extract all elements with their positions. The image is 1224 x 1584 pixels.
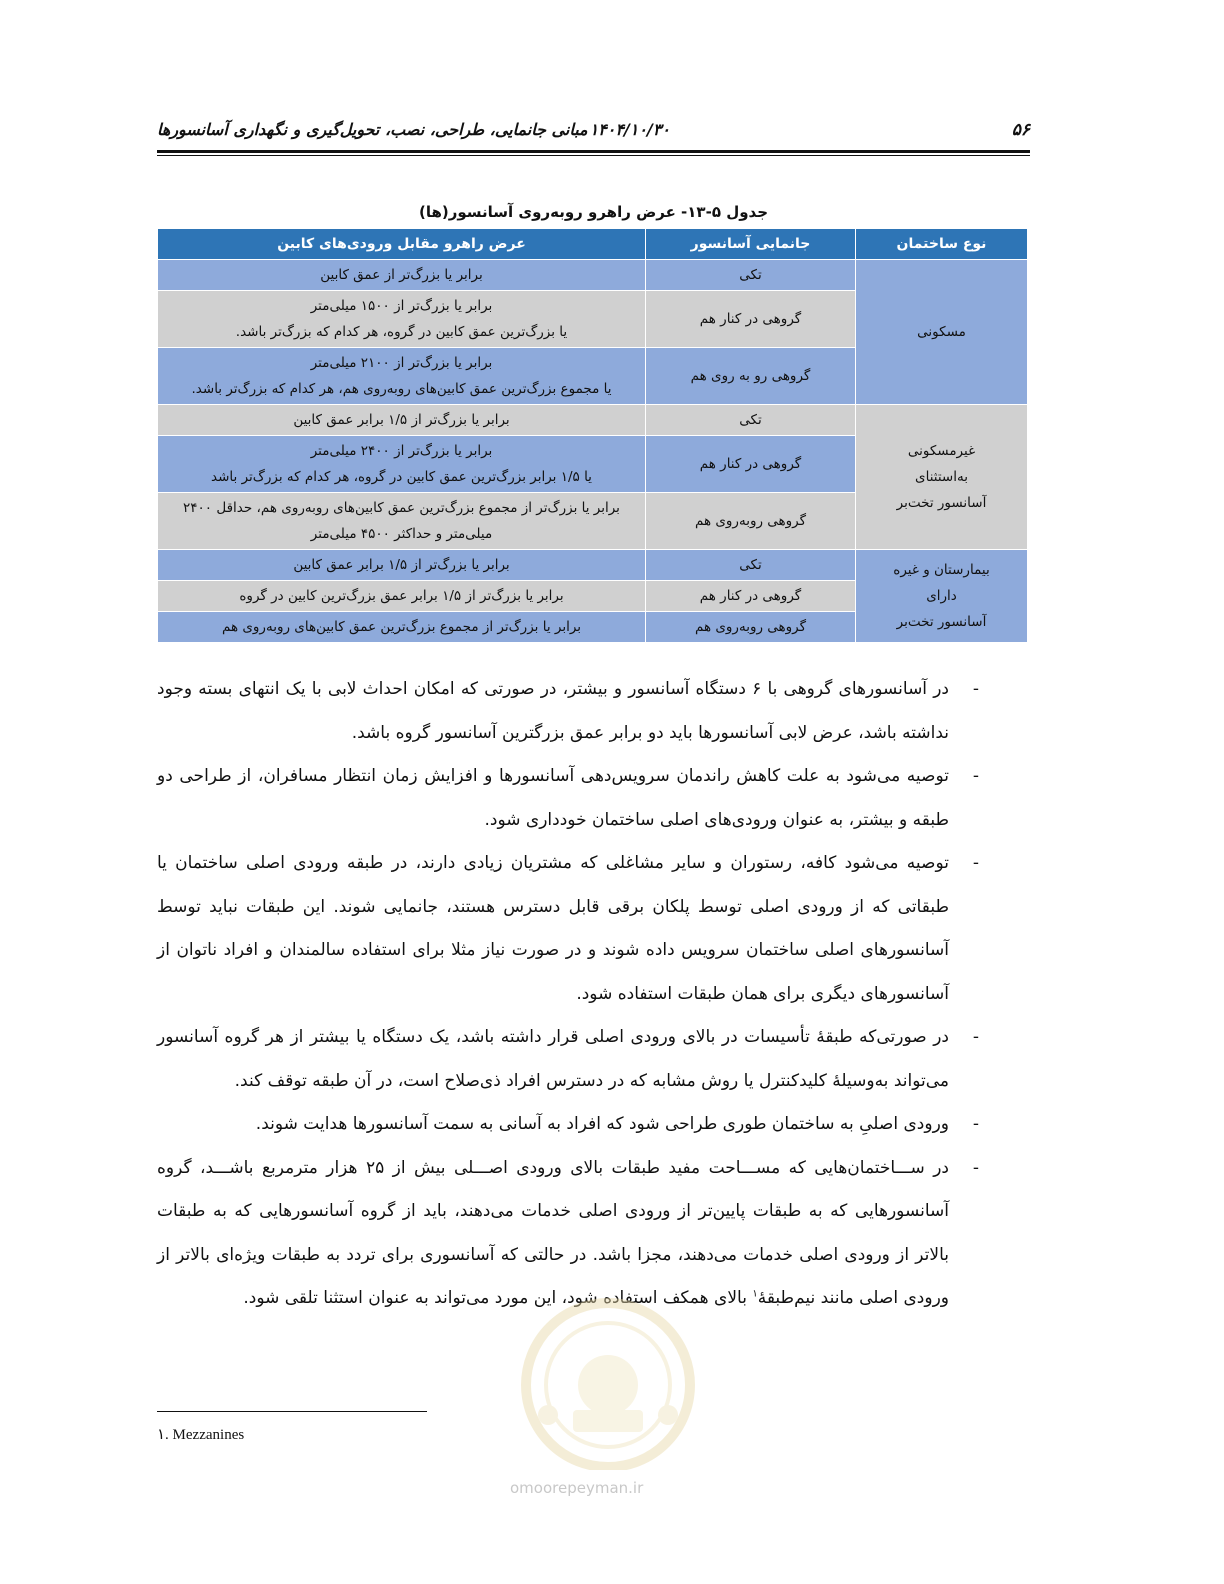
table-row (158, 550, 1028, 581)
table-header-row (158, 229, 1028, 260)
width-cell: برابر یا بزرگ‌تر از ۲۴۰۰ میلی‌متر یا ۱/۵ برابر بزرگ‌ترین عمق کابین در گروه، هر کدام که بزرگ‌تر باشد (158, 436, 646, 493)
bullet-marker: - (972, 1157, 979, 1178)
page-header (157, 120, 1030, 146)
placement-cell: گروهی روبه‌روی هم (646, 493, 856, 550)
bullet-marker: - (972, 679, 979, 699)
building-type-cell: مسکونی (856, 260, 1028, 405)
header-date: ۱۴۰۴/۱۰/۳۰ (589, 120, 670, 139)
body-text (157, 668, 979, 1321)
footnote-rule (157, 1411, 427, 1412)
placement-cell: گروهی در کنار هم (646, 291, 856, 348)
placement-cell: گروهی در کنار هم (646, 581, 856, 612)
width-cell: برابر یا بزرگ‌تر از ۱/۵ برابر عمق کابین (158, 550, 646, 581)
placement-cell: تکی (646, 550, 856, 581)
list-item: - در ســـاختمان‌هایی که مســـاحت مفید طبقات بالای ورودی اصـــلی بیش از ۲۵ هزار مترمربع باشـــد، گروه آسانسورهایی که به طبقات پایین‌تر از ورودی اصلی خدمات می‌دهند، باید از گروه آسانسورهایی که به طبقات بالاتر از ورودی اصلی خدمات می‌دهند، مجزا باشد. در حالتی که آسانسوری برای تردد به طبقات ویژه‌ای بالاتر از ورودی اصلی مانند نیم‌طبقهٔ$^۱$ بالای همکف استفاده شود، این مورد می‌تواند به عنوان استثنا تلقی شود. (157, 1147, 957, 1321)
width-cell: برابر یا بزرگ‌تر از ۱۵۰۰ میلی‌متر یا بزرگ‌ترین عمق کابین در گروه، هر کدام که بزرگ‌تر باشد. (158, 291, 646, 348)
width-cell: برابر یا بزرگ‌تر از ۱/۵ برابر عمق کابین (158, 405, 646, 436)
watermark-url: omoorepeyman.ir (510, 1479, 644, 1497)
width-cell: برابر یا بزرگ‌تر از مجموع بزرگ‌ترین عمق کابین‌های روبه‌روی هم (158, 612, 646, 643)
placement-cell: تکی (646, 405, 856, 436)
header-rule-thin (157, 155, 1030, 156)
placement-cell: تکی (646, 260, 856, 291)
footnote-ref: ۱ (752, 1288, 758, 1300)
bullet-marker: - (972, 766, 979, 786)
width-cell: برابر یا بزرگ‌تر از عمق کابین (158, 260, 646, 291)
page-number: ۵۶ (1011, 120, 1030, 140)
list-item: - در آسانسورهای گروهی با ۶ دستگاه آسانسور و بیشتر، در صورتی که امکان احداث لابی با یک انتهای بسته وجود نداشته باشد، عرض لابی آسانسورها باید دو برابر عمق بزرگترین آسانسور گروه باشد. (157, 668, 957, 755)
bullet-marker: - (972, 1114, 979, 1134)
list-item: - توصیه می‌شود به علت کاهش راندمان سرویس‌دهی آسانسورها و افزایش زمان انتظار مسافران، از طراحی دو طبقه و بیشتر، به عنوان ورودی‌های اصلی ساختمان خودداری شود. (157, 755, 957, 842)
list-item: - در صورتی‌که طبقهٔ تأسیسات در بالای ورودی اصلی قرار داشته باشد، یک دستگاه یا بیشتر از هر گروه آسانسور می‌تواند به‌وسیلهٔ کلیدکنترل یا روش مشابه که در دسترس افراد ذی‌صلاح است، در آن طبقه توقف کند. (157, 1016, 957, 1103)
header-placement: جانمایی آسانسور (646, 229, 856, 260)
book-title: مبانی جانمایی، طراحی، نصب، تحویل‌گیری و نگهداری آسانسورها (157, 120, 588, 139)
building-type-cell: غیرمسکونی به‌استثنای آسانسور تخت‌بر (856, 405, 1028, 550)
placement-cell: گروهی رو به روی هم (646, 348, 856, 405)
header-corridor-width: عرض راهرو مقابل ورودی‌های کابین (158, 229, 646, 260)
table-row (158, 260, 1028, 291)
header-rule-thick (157, 150, 1030, 153)
bullet-marker: - (972, 1027, 979, 1047)
width-cell: برابر یا بزرگ‌تر از ۲۱۰۰ میلی‌متر یا مجموع بزرگ‌ترین عمق کابین‌های روبه‌روی هم، هر کدام که بزرگ‌تر باشد. (158, 348, 646, 405)
footnote: ۱. Mezzanines (157, 1427, 245, 1443)
header-building-type: نوع ساختمان (856, 229, 1028, 260)
list-item: - توصیه می‌شود کافه، رستوران و سایر مشاغلی که مشتریان زیادی دارند، در طبقه ورودی اصلی ساختمان یا طبقاتی که از ورودی اصلی توسط پلکان برقی قابل دسترس هستند، جانمایی شوند. این طبقات نباید توسط آسانسورهای اصلی ساختمان سرویس داده شوند و در صورت نیاز مثلا برای استفاده سالمندان و افراد ناتوان از آسانسورهای دیگری برای همان طبقات استفاده شود. (157, 842, 957, 1016)
table-row (158, 405, 1028, 436)
building-type-cell: بیمارستان و غیره دارای آسانسور تخت‌بر (856, 550, 1028, 643)
placement-cell: گروهی روبه‌روی هم (646, 612, 856, 643)
width-cell: برابر یا بزرگ‌تر از مجموع بزرگ‌ترین عمق کابین‌های روبه‌روی هم، حداقل ۲۴۰۰ میلی‌متر و حداکثر ۴۵۰۰ میلی‌متر (158, 493, 646, 550)
watermark-logo (498, 1290, 718, 1470)
width-cell: برابر یا بزرگ‌تر از ۱/۵ برابر عمق بزرگ‌ترین کابین در گروه (158, 581, 646, 612)
corridor-width-table (157, 228, 1028, 643)
bullet-list (157, 668, 979, 1321)
list-item: - ورودی اصلیِ به ساختمان طوری طراحی شود که افراد به آسانی به سمت آسانسورها هدایت شوند. (157, 1103, 957, 1147)
bullet-marker: - (972, 853, 979, 873)
placement-cell: گروهی در کنار هم (646, 436, 856, 493)
table-caption: جدول ۵-۱۳- عرض راهرو روبه‌روی آسانسور(ها) (418, 203, 769, 221)
